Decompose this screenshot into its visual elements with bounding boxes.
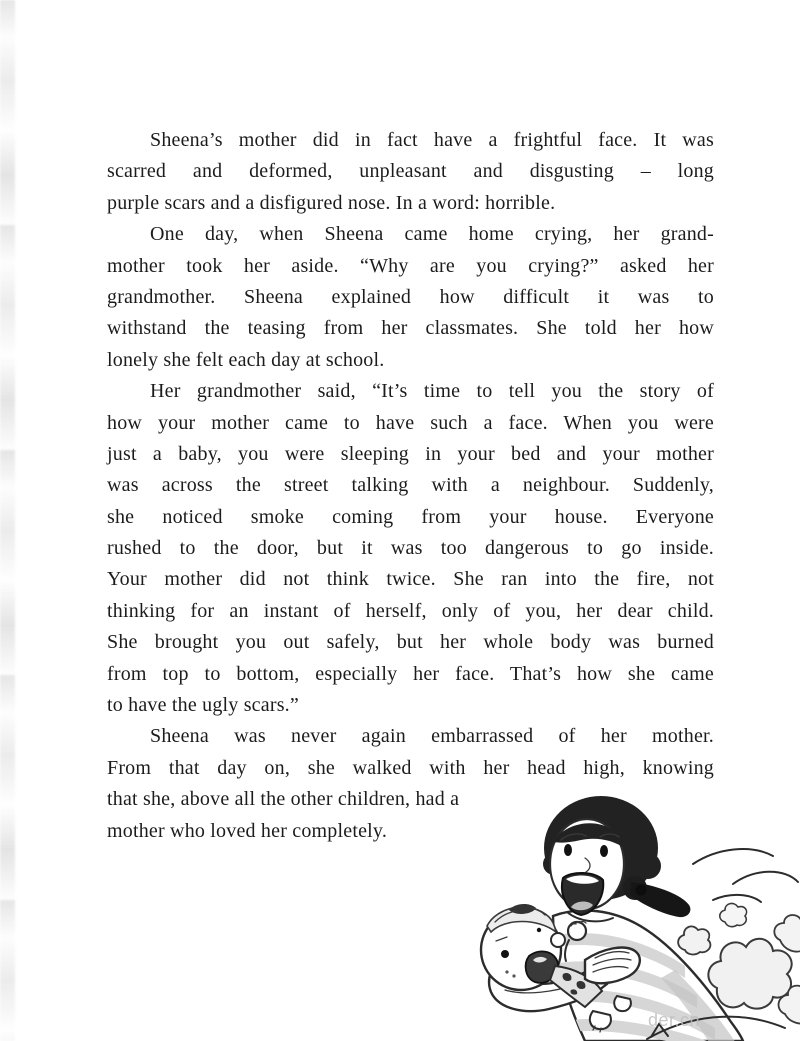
text-line: One day, when Sheena came home crying, her grand- <box>150 223 714 246</box>
text-line: She brought you out safely, but her whole body was burned <box>107 631 714 654</box>
text-line: scarred and deformed, unpleasant and disgusting – long <box>107 160 714 183</box>
text-line: just a baby, you were sleeping in your bed and your mother <box>107 442 714 465</box>
text-line: grandmother. Sheena explained how difficult it was to <box>107 285 714 308</box>
text-line: lonely she felt each day at school. <box>107 348 385 371</box>
text-line: that she, above all the other children, had a <box>107 788 460 811</box>
text-line: from top to bottom, especially her face. That’s how she came <box>107 662 714 685</box>
scan-edge-shadow <box>0 0 15 1041</box>
text-line: From that day on, she walked with her head high, knowing <box>107 756 714 779</box>
text-line: Sheena’s mother did in fact have a frightful face. It was <box>150 129 714 151</box>
text-line: was across the street talking with a neighbour. Suddenly, <box>107 474 714 497</box>
watermark: der.cn <box>648 1010 701 1030</box>
text-line: mother took her aside. “Why are you crying?” asked her <box>107 254 714 277</box>
text-line: Sheena was never again embarrassed of her mother. <box>150 725 714 748</box>
text-line: she noticed smoke coming from your house. Everyone <box>107 505 714 528</box>
mother-head <box>543 796 690 917</box>
text-line: withstand the teasing from her classmates. She told her how <box>107 317 714 340</box>
story-illustration <box>435 790 800 1041</box>
text-line: Your mother did not think twice. She ran into the fire, not <box>107 568 714 591</box>
text-line: rushed to the door, but it was too dangerous to go inside. <box>107 537 714 560</box>
text-line: purple scars and a disfigured nose. In a word: horrible. <box>107 191 556 214</box>
story-text <box>107 125 714 847</box>
text-line: how your mother came to have such a face. When you were <box>107 411 714 434</box>
text-line: Her grandmother said, “It’s time to tell you the story of <box>150 380 714 403</box>
text-line: thinking for an instant of herself, only of you, her dear child. <box>107 599 714 622</box>
text-line: mother who loved her completely. <box>107 819 388 842</box>
text-line: to have the ugly scars.” <box>107 694 299 717</box>
